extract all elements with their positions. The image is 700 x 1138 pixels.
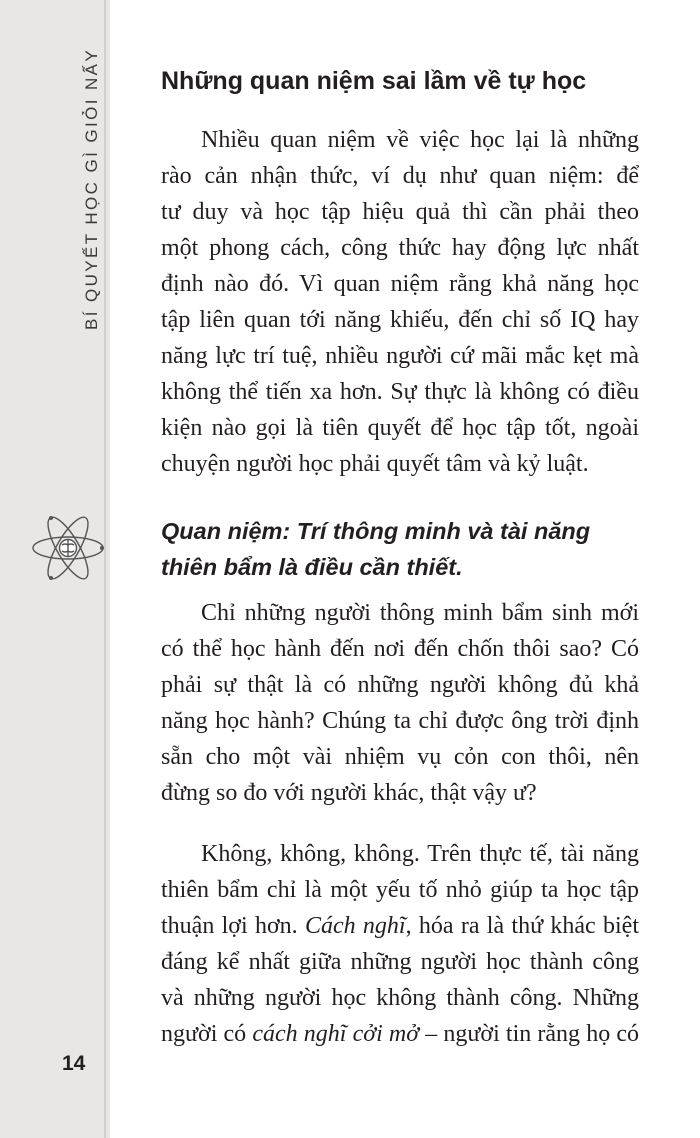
text-line: không thể tiến xa hơn. Sự thực là không có điều bbox=[161, 379, 639, 405]
subheading-line: Quan niệm: Trí thông minh và tài năng bbox=[161, 518, 591, 544]
subheading-line: thiên bẩm là điều cần thiết. bbox=[161, 554, 463, 580]
italic-term: Cách nghĩ bbox=[304, 913, 406, 939]
book-title: BÍ QUYẾT HỌC GÌ GIỎI NẤY bbox=[82, 47, 101, 330]
text-line: đừng so đo với người khác, thật vậy ư? bbox=[161, 780, 537, 806]
text-line: năng học hành? Chúng ta chỉ được ông trời định bbox=[161, 708, 639, 734]
text-line: phải sự thật là có những người không đủ khả bbox=[161, 672, 639, 698]
text-line bbox=[161, 1016, 639, 1052]
text-line: Nhiều quan niệm về việc học lại là những bbox=[201, 127, 639, 153]
myth-subheading bbox=[161, 513, 639, 585]
text-line bbox=[161, 908, 639, 944]
atom-brain-icon bbox=[30, 510, 106, 586]
paragraph-2 bbox=[161, 595, 639, 811]
text-line: Chỉ những người thông minh bẩm sinh mới bbox=[201, 600, 639, 626]
text-line: có thể học hành đến nơi đến chốn thôi sao? Có bbox=[161, 636, 639, 662]
text-line: định nào đó. Vì quan niệm rằng khả năng học bbox=[161, 271, 639, 297]
italic-term: cách nghĩ cởi mở bbox=[252, 1021, 420, 1047]
text-line: chuyện người học phải quyết tâm và kỷ luật. bbox=[161, 451, 589, 477]
text-line: tư duy và học tập hiệu quả thì cần phải theo bbox=[161, 199, 639, 225]
text-segment: – người tin rằng họ có bbox=[419, 1021, 639, 1047]
text-line: thiên bẩm chỉ là một yếu tố nhỏ giúp ta học tập bbox=[161, 877, 639, 903]
text-segment: thuận lợi hơn. bbox=[161, 913, 305, 939]
text-line: sẵn cho một vài nhiệm vụ cỏn con thôi, nên bbox=[161, 744, 639, 770]
text-line: một phong cách, công thức hay động lực nhất bbox=[161, 235, 639, 261]
paragraph-3 bbox=[161, 836, 639, 1052]
text-line: rào cản nhận thức, ví dụ như quan niệm: để bbox=[161, 163, 639, 189]
section-heading: Những quan niệm sai lầm về tự học bbox=[161, 67, 587, 95]
text-line: đáng kể nhất giữa những người học thành công bbox=[161, 949, 639, 975]
text-segment: người có bbox=[161, 1021, 253, 1047]
text-line: tập liên quan tới năng khiếu, đến chỉ số IQ hay bbox=[161, 307, 639, 333]
text-line: kiện nào gọi là tiên quyết để học tập tốt, ngoài bbox=[161, 415, 639, 441]
text-line: năng lực trí tuệ, nhiều người cứ mãi mắc kẹt mà bbox=[161, 343, 639, 369]
text-line: Không, không, không. Trên thực tế, tài năng bbox=[201, 841, 639, 867]
text-line: và những người học không thành công. Những bbox=[161, 985, 639, 1011]
text-segment: , hóa ra là thứ khác biệt bbox=[405, 913, 639, 939]
paragraph-1 bbox=[161, 122, 639, 482]
page-content bbox=[161, 62, 639, 1078]
page-number: 14 bbox=[62, 1052, 86, 1075]
